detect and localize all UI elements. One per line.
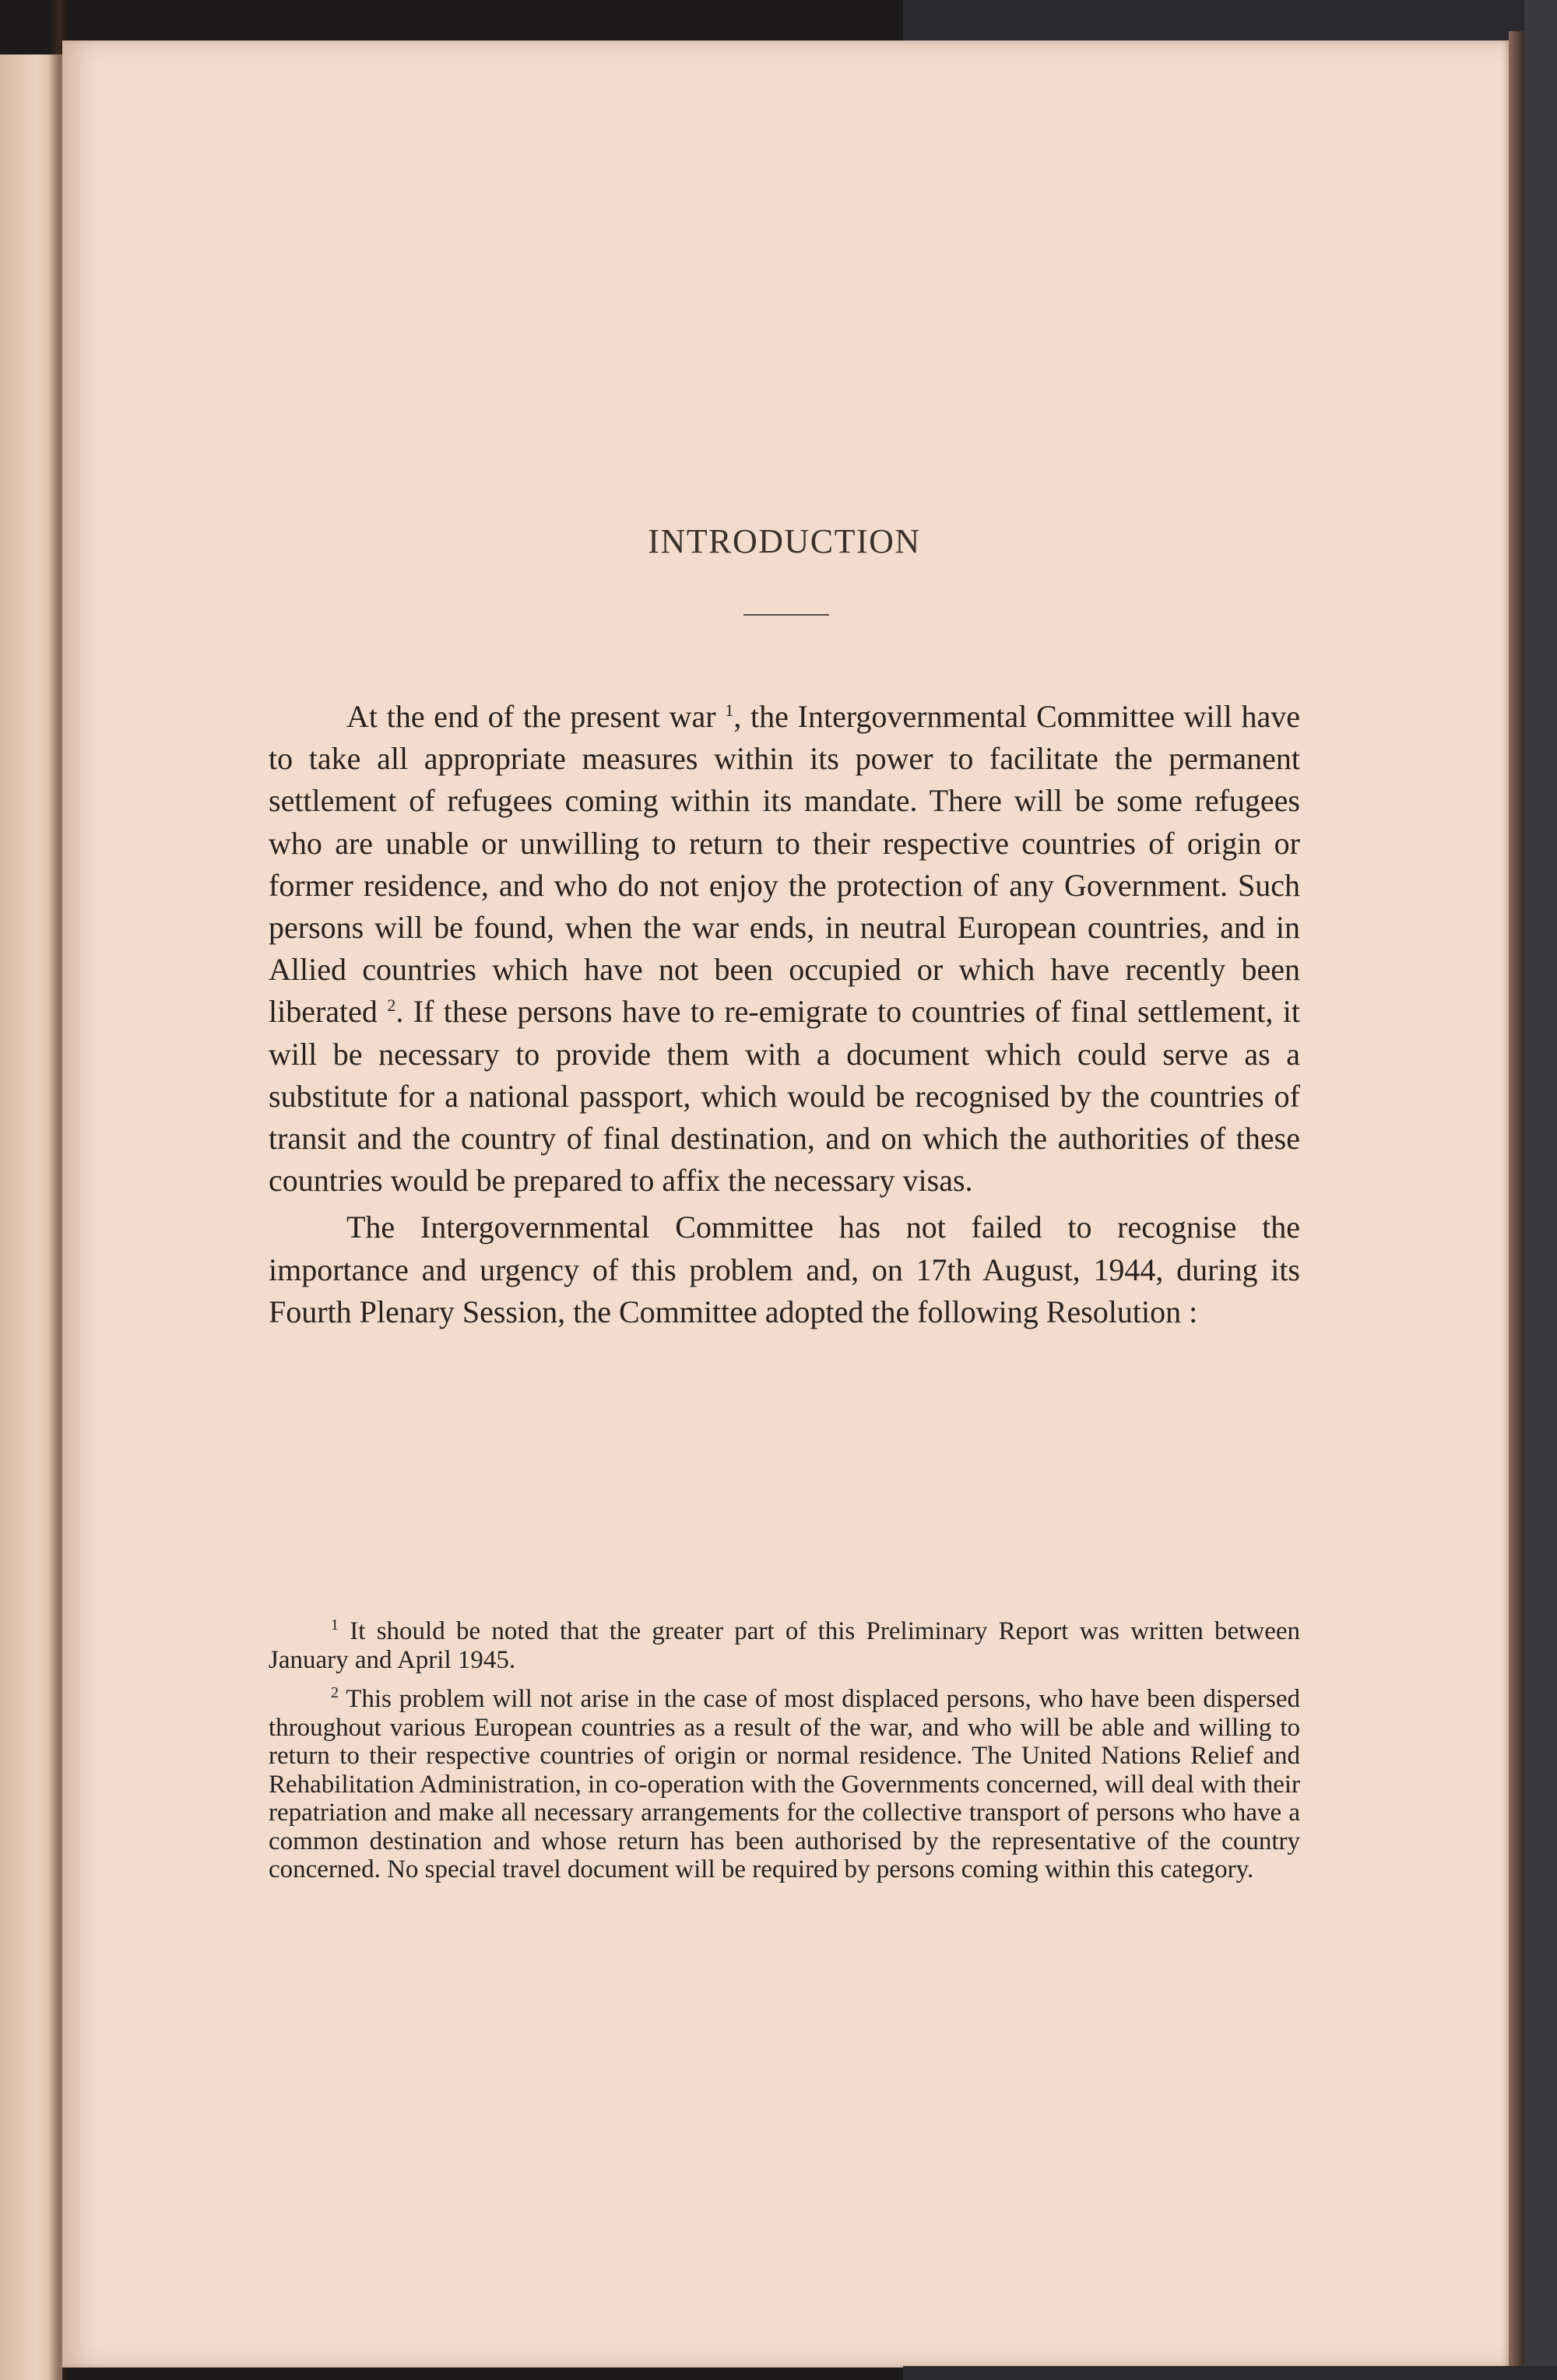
footnote-2-text: This problem will not arise in the case of most displaced persons, who have been dispersed throughout various European countries as a result of the war, and who will be able and willing to return to their respective countries of origin or normal residence. The United Nations Relief and Rehabilitation Administration, in co-operation with the Governments concerned, will deal with their repatriation and make all necessary arrangements for the collective transport of persons who have a common destination and whose return has been authorised by the representative of the country concerned. No special travel document will be required by persons coming within this category.	[269, 1685, 1300, 1883]
footnote-ref-2: 2	[387, 995, 396, 1016]
body-text	[269, 696, 1300, 1333]
paragraph-1-part-1: At the end of the present war	[346, 699, 726, 734]
paragraph-2: The Intergovernmental Committee has not failed to recognise the importance and urgency of this problem and, on 17th August, 1944, during its Fourth Plenary Session, the Committee adopted the following Resolution :	[269, 1209, 1300, 1329]
footnote-1-text: It should be noted that the greater part of this Preliminary Report was written between January and April 1945.	[269, 1617, 1300, 1674]
background-right	[1524, 0, 1557, 2380]
footnote-2-marker: 2	[331, 1684, 339, 1701]
paragraph-1	[269, 696, 1300, 1202]
page-title: INTRODUCTION	[648, 522, 921, 560]
book-page	[62, 40, 1509, 2368]
footnotes	[269, 1617, 1300, 1895]
background-bottom	[903, 2366, 1557, 2380]
footnote-1	[269, 1617, 1300, 1674]
background-top	[903, 0, 1557, 40]
paragraph-1-part-2: , the Intergovernmental Committee will have to take all appropriate measures within its power to facilitate the permanent settlement of refugees coming within its mandate. There will be some refugees who are unable or unwilling to return to their respective countries of origin or former residence, and who do not enjoy the protection of any Government. Such persons will be found, when the war ends, in neutral European countries, and in Allied countries which have not been occupied or which have recently been liberated	[269, 699, 1300, 1030]
footnote-ref-1: 1	[725, 700, 734, 720]
paragraph-1-part-3: . If these persons have to re-emigrate to countries of final settlement, it will be necessary to provide them with a document which could serve as a substitute for a national passport, which would be recognised by the countries of transit and the country of final destination, and on which the authorities of these countries would be prepared to affix the necessary visas.	[269, 994, 1301, 1199]
title-rule	[743, 614, 829, 616]
page-edge-right	[1509, 31, 1524, 2366]
footnote-1-marker: 1	[331, 1617, 339, 1634]
footnote-2	[269, 1685, 1300, 1884]
